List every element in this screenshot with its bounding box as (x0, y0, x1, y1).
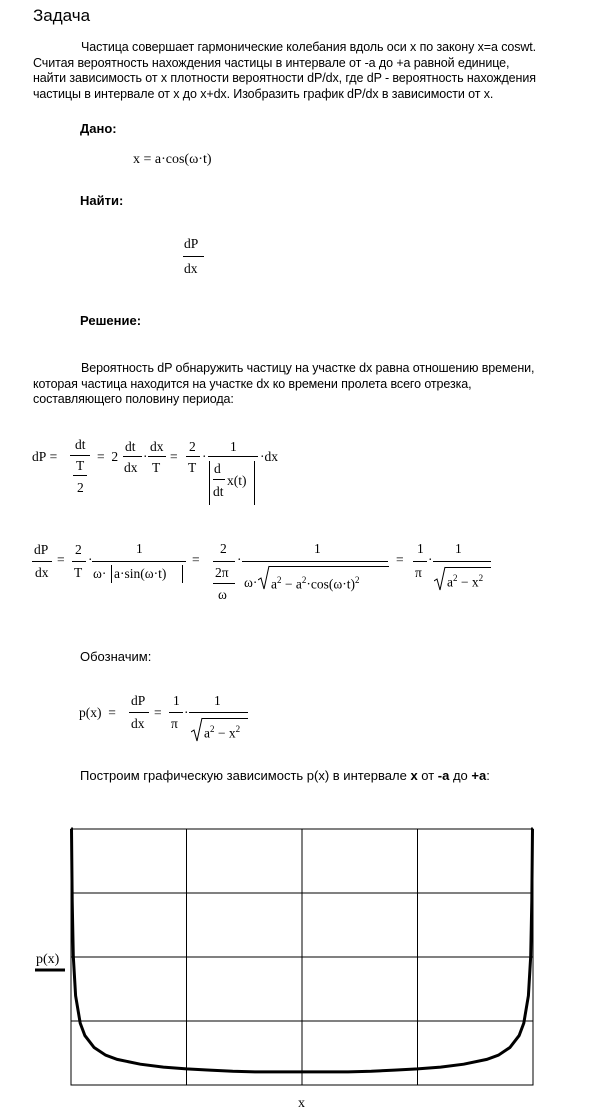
problem-line: частицы в интервале от x до x+dx. Изобразить график dP/dx в зависимости от x. (33, 86, 494, 101)
chart-grid (71, 829, 533, 1085)
problem-line: найти зависимость от x плотности вероятности dP/dx, где dP - вероятность нахождения (33, 71, 536, 85)
plot-intro: Построим графическую зависимость p(x) в интервале x от -a до +a: (80, 768, 490, 783)
find-heading: Найти: (80, 193, 124, 208)
denote-label: Обозначим: (80, 649, 152, 664)
sqrt-sign (434, 566, 446, 592)
given-heading: Дано: (80, 121, 117, 136)
sqrt-sign (191, 717, 203, 743)
problem-line: Считая вероятность нахождения частицы в интервале от -a до +a равной единице, (33, 55, 510, 70)
solution-heading: Решение: (80, 313, 142, 328)
x-axis-label: x (298, 1096, 305, 1111)
fraction-bar (183, 256, 204, 257)
page-title: Задача (33, 6, 91, 25)
given-formula: x = a·cos(ω·t) (133, 152, 212, 167)
solution-text (33, 361, 608, 408)
y-axis-label: p(x) (36, 952, 60, 967)
solution-line: которая частица находится на участке dx ко времени пролета всего отрезка, (33, 376, 472, 391)
find-numerator: dP (184, 236, 199, 251)
problem-statement (33, 40, 608, 102)
find-denominator: dx (184, 261, 198, 276)
solution-line: Вероятность dP обнаружить частицу на участке dx равна отношению времени, (81, 361, 535, 375)
solution-line: составляющего половину периода: (33, 392, 234, 406)
probability-density-chart (0, 820, 614, 1116)
sqrt-sign (258, 565, 270, 591)
problem-line: Частица совершает гармонические колебания вдоль оси x по закону x=a coswt. (81, 40, 537, 54)
